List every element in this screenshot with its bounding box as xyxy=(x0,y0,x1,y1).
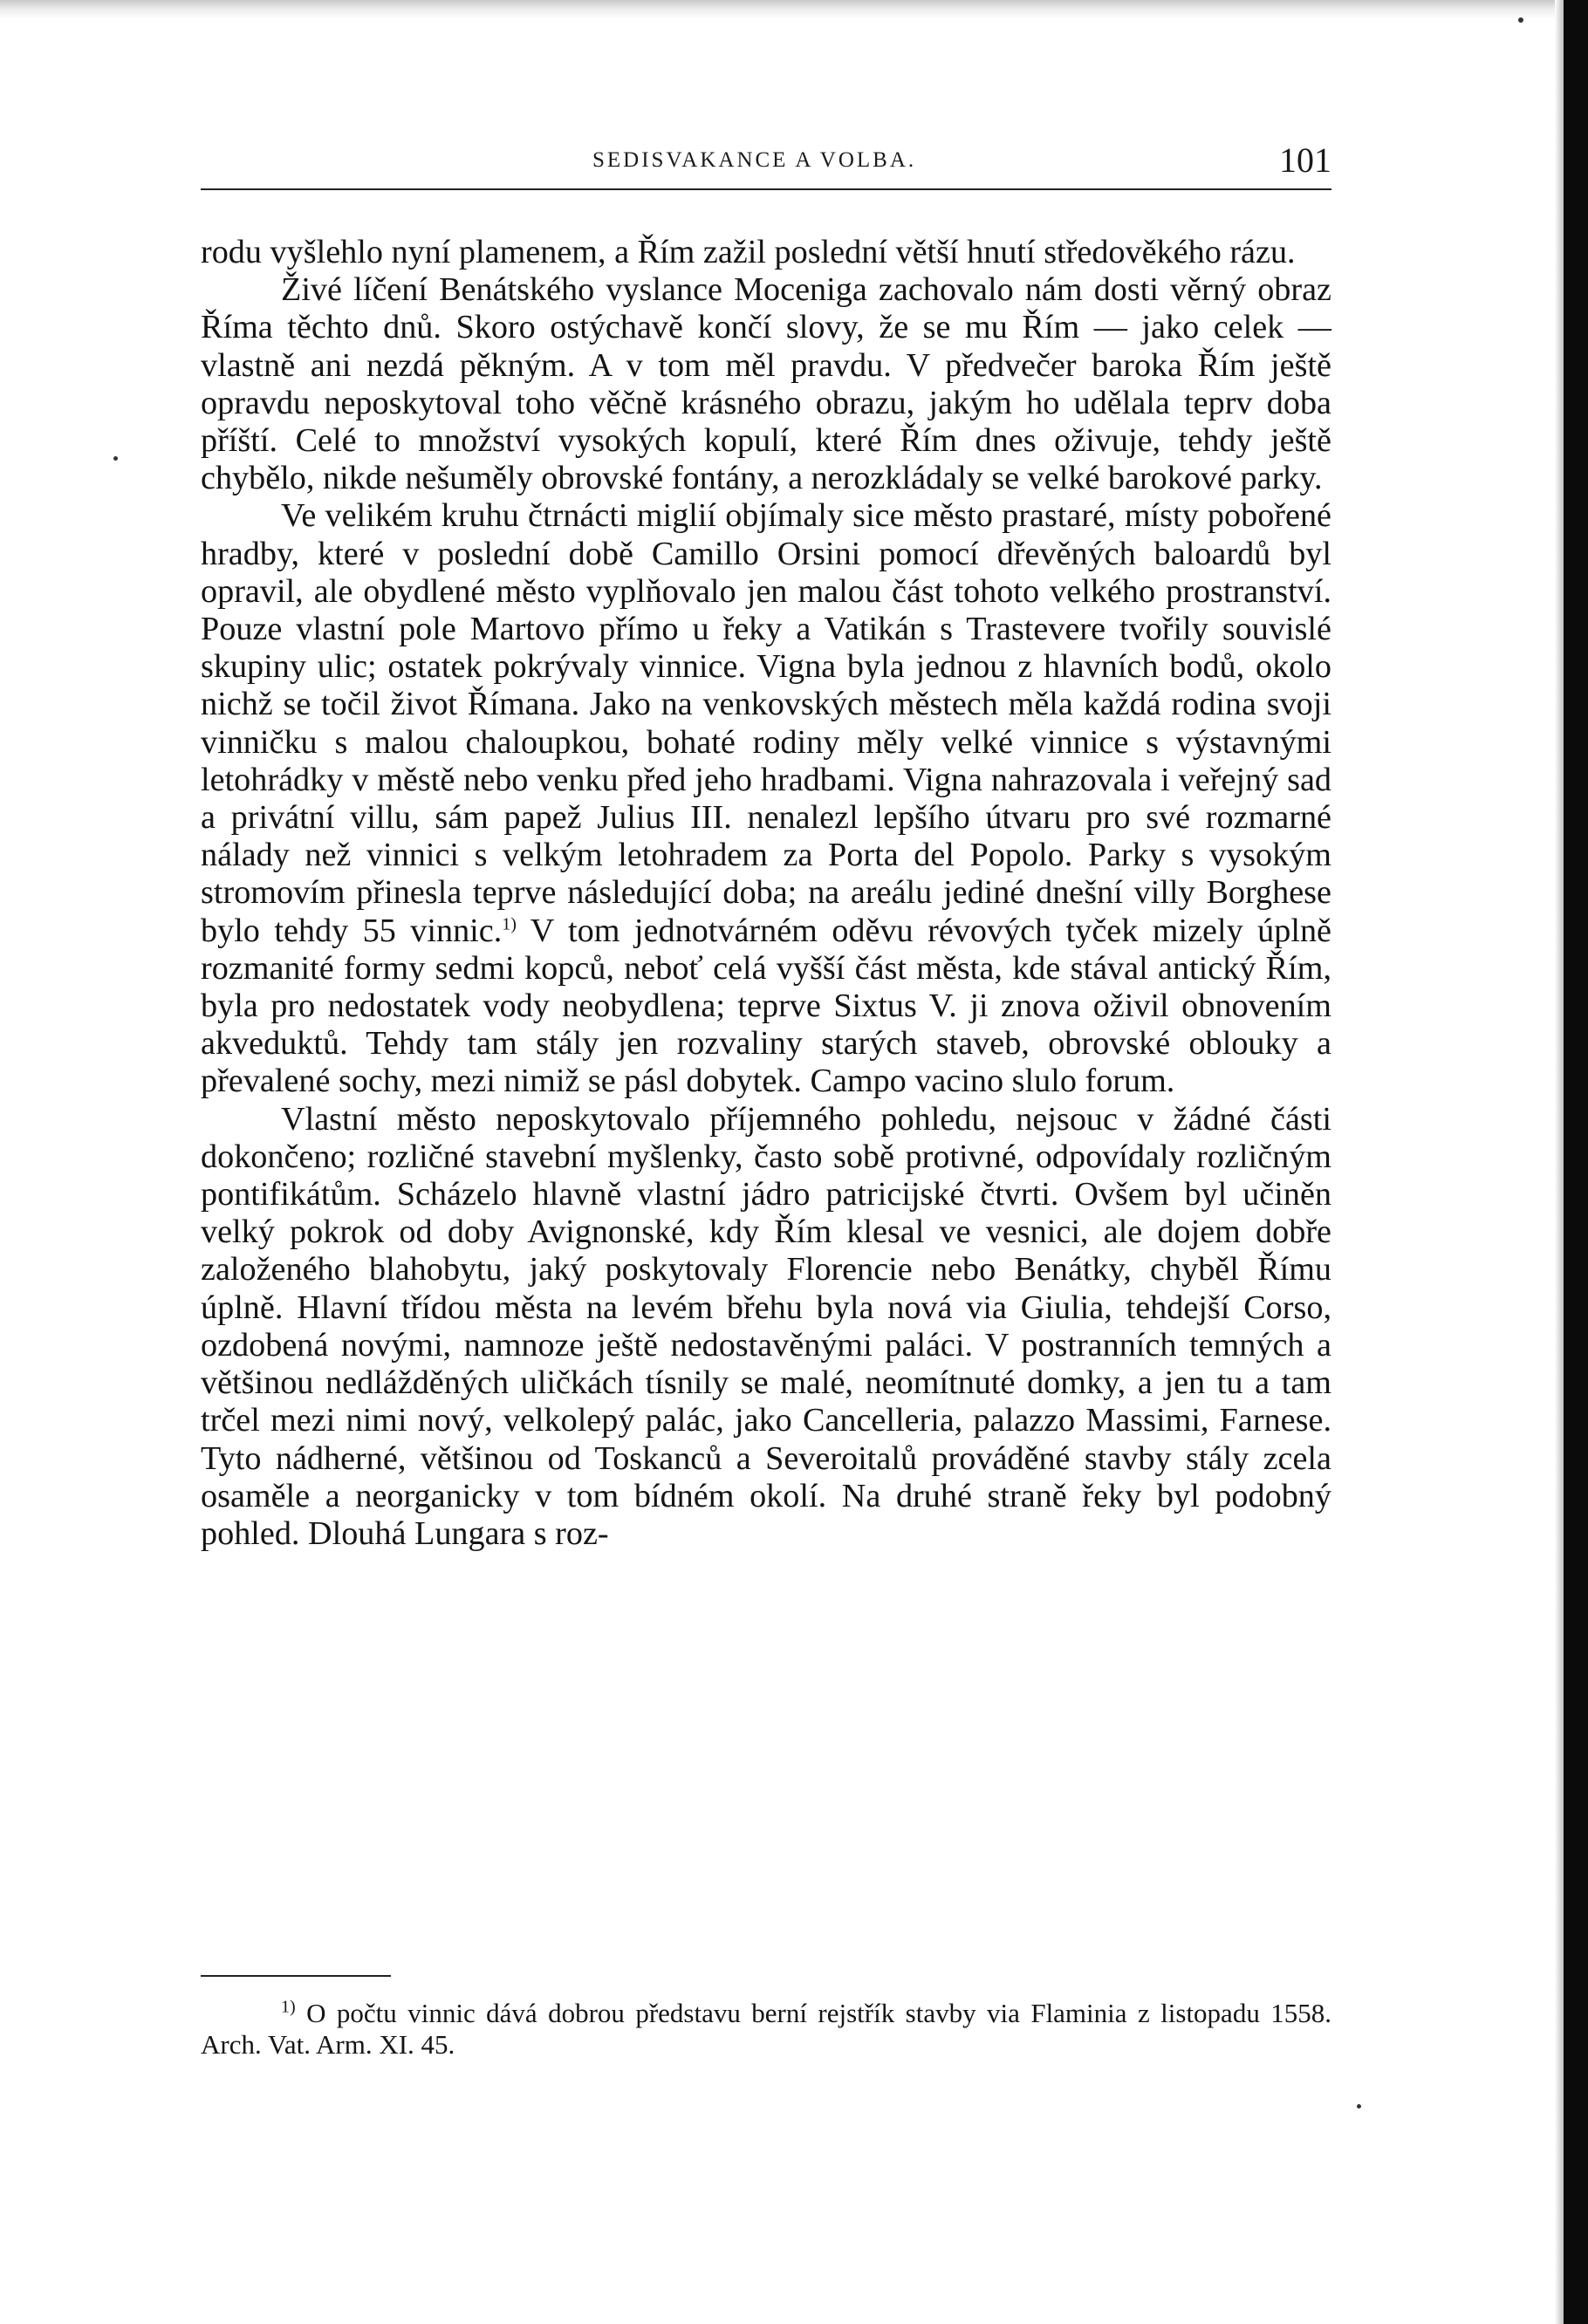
scan-border-right xyxy=(1564,0,1588,2324)
paragraph-seven-hills-text: V tom jednotvárném oděvu révových tyček mizely úplně rozmanité formy sedmi kopců, neboť celá vyšší část města, kde stával antický Řím, byla pro nedostatek vody neobydlena; teprve Sixtus V. ji znova oživil obnovením akveduktů. Tehdy tam stály jen rozvaliny starých staveb, obrovské oblouky a převalené sochy, mezi nimiž se pásl dobytek. Campo vacino slulo forum. xyxy=(201,912,1331,1100)
footnote-reference: 1) xyxy=(502,913,517,933)
page-number: 101 xyxy=(1279,140,1331,180)
paragraph-vineyards-text: Ve velikém kruhu čtrnácti miglií objímaly sice město prastaré, místy pobořené hradby, které v poslední době Camillo Orsini pomocí dřevěných baloardů byl opravil, ale obydlené město vyplňovalo jen malou část tohoto velkého prostranství. Pouze vlastní pole Martovo přímo u řeky a Vatikán s Trastevere tvořily souvislé skupiny ulic; ostatek pokrývaly vinnice. Vigna byla jednou z hlavních bodů, okolo nichž se točil život Římana. Jako na venkovských městech měla každá rodina svoji vinničku s malou chaloupkou, bohaté rodiny měly velké vinnice s výstavnými letohrádky v městě nebo venku před jeho hradbami. Vigna nahrazovala i veřejný sad a privátní villu, sám papež Julius III. nenalezl lepšího útvaru pro své rozmarné nálady než vinnici s velkým letohradem za Porta del Popolo. Parky s vysokým stromovím přinesla teprve následující doba; na areálu jediné dnešní villy Borghese bylo tehdy 55 vinnic. xyxy=(201,497,1331,949)
scan-shadow-top xyxy=(0,0,1588,19)
scan-shadow-right xyxy=(1555,0,1564,2324)
body-text xyxy=(201,234,1331,1553)
paragraph-continued: rodu vyšlehlo nyní plamenem, a Řím zažil poslední větší hnutí středověkého rázu. xyxy=(201,234,1296,270)
running-header xyxy=(201,140,1331,188)
footnote-rule xyxy=(201,1975,391,1977)
footnote xyxy=(201,1998,1331,2061)
scan-speck xyxy=(1357,2104,1361,2109)
paragraph-walls-and-vineyards xyxy=(201,497,1331,1100)
footnote-text: O počtu vinnic dává dobrou představu berní rejstřík stavby via Flaminia z listopadu 1558. Arch. Vat. Arm. XI. 45. xyxy=(201,1998,1331,2060)
paragraph-mocenigo: Živé líčení Benátského vyslance Moceniga zachovalo nám dosti věrný obraz Říma těchto dnů. Skoro ostýchavě končí slovy, že se mu Řím — jako celek — vlastně ani nezdá pěkným. A v tom měl pravdu. V předvečer baroka Řím ještě opravdu neposkytoval toho věčně krásného obrazu, jakým ho udělala teprv doba příští. Celé to množství vysokých kopulí, které Řím dnes oživuje, tehdy ještě chybělo, nikde nešuměly obrovské fontány, a nerozkládaly se velké barokové parky. xyxy=(201,271,1331,497)
scan-speck xyxy=(113,456,118,461)
footnote-marker: 1) xyxy=(281,1997,296,2017)
header-rule xyxy=(201,188,1331,190)
scan-speck xyxy=(1518,17,1523,23)
running-title: SEDISVAKANCE A VOLBA. xyxy=(592,148,917,172)
paragraph-city-view: Vlastní město neposkytovalo příjemného pohledu, nejsouc v žádné části dokončeno; rozličné stavební myšlenky, často sobě protivné, odpovídaly rozličným pontifikátům. Scházelo hlavně vlastní jádro patricijské čtvrti. Ovšem byl učiněn velký pokrok od doby Avignonské, kdy Řím klesal ve vesnici, ale dojem dobře založeného blahobytu, jaký poskytovaly Florencie nebo Benátky, chyběl Římu úplně. Hlavní třídou města na levém břehu byla nová via Giulia, tehdejší Corso, ozdobená novými, namnoze ještě nedostavěnými paláci. V postranních temných a většinou nedlážděných uličkách tísnily se malé, neomítnuté domky, a jen tu a tam trčel mezi nimi nový, velkolepý palác, jako Cancelleria, palazzo Massimi, Farnese. Tyto nádherné, většinou od Toskanců a Severoitalů prováděné stavby stály zcela osaměle a neorganicky v tom bídném okolí. Na druhé straně řeky byl podobný pohled. Dlouhá Lungara s roz- xyxy=(201,1100,1331,1552)
book-page xyxy=(201,140,1331,2060)
